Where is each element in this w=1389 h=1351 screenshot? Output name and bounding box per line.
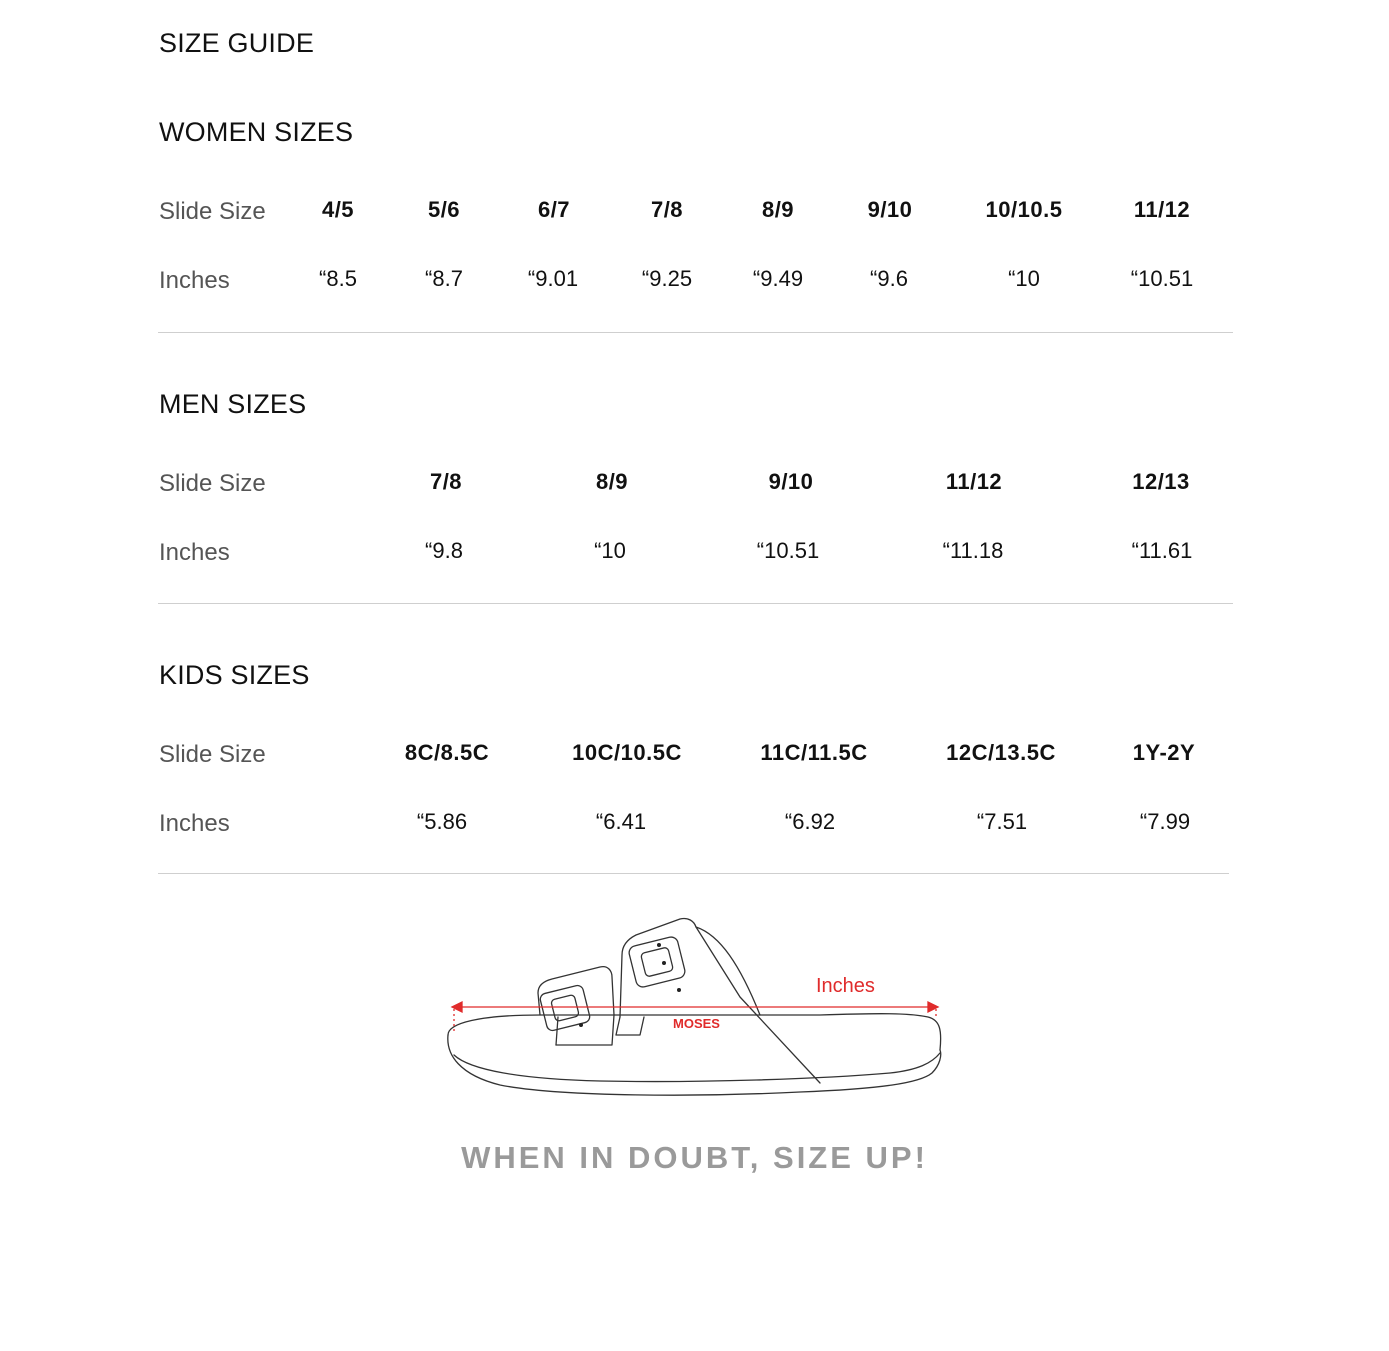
inch-cell: “7.51 [976,809,1028,834]
inch-cell: “5.86 [416,809,468,834]
inch-cell: “10.51 [756,538,820,563]
size-cell: 9/10 [867,197,913,222]
size-cell: 7/8 [429,469,463,494]
size-cell: 8C/8.5C [404,740,490,765]
size-cell: 10/10.5 [985,197,1063,222]
section-title-men: MEN SIZES [159,389,307,419]
size-cell: 4/5 [321,197,355,222]
inch-cell: “10 [594,538,626,563]
inch-cell: “11.18 [942,538,1004,563]
inch-cell: “6.41 [595,809,647,834]
inch-cell: “6.92 [784,809,836,834]
size-cell: 12C/13.5C [946,740,1056,765]
slide-size-label: Slide Size [159,198,266,225]
brand-logo-text: MOSES [673,1016,720,1031]
inch-cell: “10.51 [1130,266,1194,291]
inch-cell: “9.8 [425,538,463,563]
inches-label: Inches [159,810,230,837]
inch-cell: “9.25 [641,266,693,291]
slide-size-label: Slide Size [159,470,266,497]
inch-cell: “11.61 [1131,538,1193,563]
size-cell: 6/7 [537,197,571,222]
page-title: SIZE GUIDE [159,28,315,58]
section-divider [158,873,1229,874]
inch-cell: “8.7 [425,266,463,291]
inch-cell: “9.6 [870,266,908,291]
size-cell: 8/9 [595,469,629,494]
inches-label: Inches [159,267,230,294]
inch-cell: “9.49 [752,266,804,291]
sandal-illustration [440,905,950,1105]
section-title-women: WOMEN SIZES [159,117,354,147]
size-cell: 9/10 [768,469,814,494]
slide-size-label: Slide Size [159,741,266,768]
inch-cell: “10 [1008,266,1040,291]
size-cell: 8/9 [761,197,795,222]
size-cell: 11/12 [945,469,1003,494]
inch-cell: “9.01 [527,266,579,291]
section-divider [158,332,1233,333]
size-cell: 11/12 [1133,197,1191,222]
size-cell: 10C/10.5C [572,740,682,765]
inches-label: Inches [159,539,230,566]
size-cell: 11C/11.5C [760,740,868,765]
section-title-kids: KIDS SIZES [159,660,310,690]
inch-cell: “7.99 [1139,809,1191,834]
section-divider [158,603,1233,604]
inch-cell: “8.5 [319,266,357,291]
size-cell: 5/6 [427,197,461,222]
measurement-label: Inches [816,975,875,997]
size-cell: 7/8 [650,197,684,222]
size-cell: 1Y-2Y [1132,740,1196,765]
tagline: WHEN IN DOUBT, SIZE UP! [461,1140,928,1175]
size-cell: 12/13 [1132,469,1190,494]
